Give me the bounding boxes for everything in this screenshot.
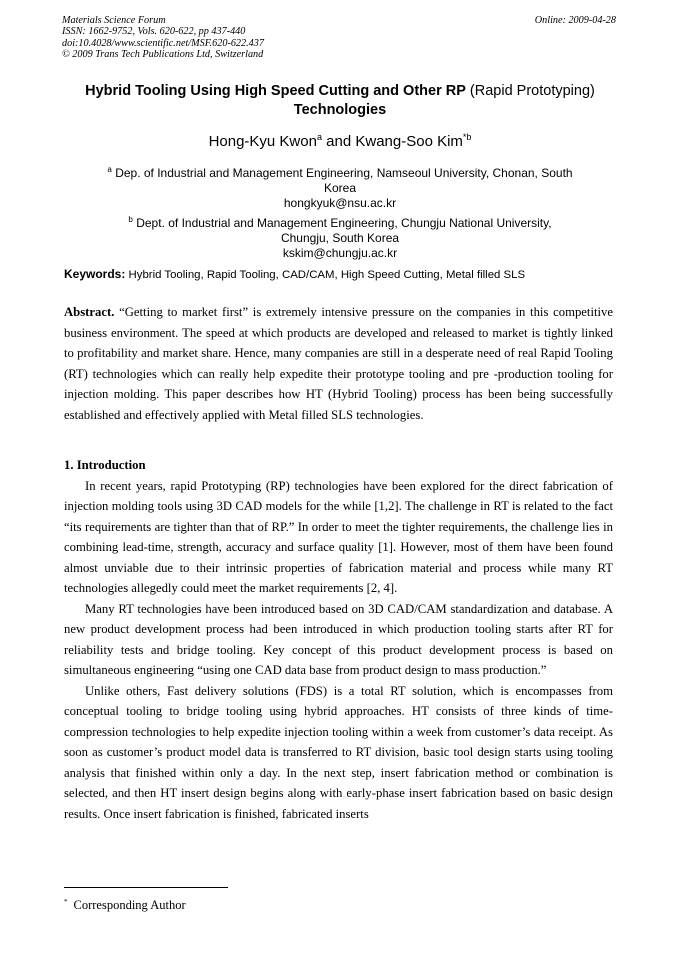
affil-b-line1: Dept. of Industrial and Management Engineering, Chungju National University, (136, 215, 552, 230)
abstract-label: Abstract. (64, 305, 115, 319)
affil-a-line1: Dep. of Industrial and Management Engineering, Namseoul University, Chonan, South (115, 166, 573, 180)
affil-a-line2: Korea (323, 181, 357, 196)
footnote-rule (64, 887, 228, 888)
footnote-mark: * (64, 898, 68, 906)
intro-paragraph-3: Unlike others, Fast delivery solutions (FDS) is a total RT solution, which is encompasses from conceptual tooling to bridge tooling using hybrid approaches. HT consists of three kinds of time-compression technologies to help expedite injection tooling within a week from customer’s data receipt. As soon as customer’s product model data is transferred to RT division, basic tool design starts using tooling analysis that finished within only a day. In the next step, insert fabrication method or combination is selected, and then HT insert design begins along with early-phase insert fabrication based on basic design results. Once insert fabrication is finished, fabricated inserts (64, 683, 613, 821)
intro-paragraph-2: Many RT technologies have been introduced based on 3D CAD/CAM standardization and database. A new product development process had been introduced in which production tooling starts after RT for reliability tests and bridge tooling. Key concept of this product development process is based on simultaneous engineering “using one CAD data base from product design to mass production.” (64, 601, 613, 677)
footnote (64, 895, 186, 913)
title-regular: (Rapid Prototyping) (465, 83, 595, 99)
doi-line: doi:10.4028/www.scientific.net/MSF.620-622.437 (62, 37, 264, 49)
title-bold: Hybrid Tooling Using High Speed Cutting and Other RP (85, 83, 466, 99)
abstract (64, 302, 613, 425)
author-joiner: and (321, 133, 356, 150)
keywords-text: Hybrid Tooling, Rapid Tooling, CAD/CAM, High Speed Cutting, Metal filled SLS (128, 269, 526, 281)
keywords (64, 267, 620, 282)
footnote-text: Corresponding Author (73, 898, 186, 913)
author-1: Hong-Kyu Kwon (208, 133, 317, 150)
author-2: Kwang-Soo Kim (355, 133, 463, 150)
affil-b-email[interactable]: kskim@chungju.ac.kr (282, 246, 398, 261)
journal-name: Materials Science Forum (62, 15, 166, 26)
affiliations (62, 162, 618, 261)
keywords-label: Keywords: (64, 267, 126, 281)
online-date: Online: 2009-04-28 (534, 15, 616, 26)
paper-title (62, 82, 618, 120)
affil-b-mark: b (128, 214, 133, 224)
affil-a-email[interactable]: hongkyuk@nsu.ac.kr (283, 196, 397, 211)
author-2-mark: *b (462, 132, 472, 142)
abstract-text: “Getting to market first” is extremely intensive pressure on the companies in this competitive business environment. The speed at which products are developed and released to market is tightly linked to profitability and market share. Hence, many companies are still in a desperate need of real Rapid Tooling (RT) technologies which can really help expedite their prototype tooling and pre -production tooling for injection molding. This paper describes how HT (Hybrid Tooling) process has been being successfully established and effectively applied with Metal filled SLS technologies. (64, 305, 613, 422)
affil-b-line2: Chungju, South Korea (280, 230, 400, 245)
author-list (62, 128, 618, 151)
journal-header (62, 15, 618, 60)
title-line2: Technologies (293, 102, 387, 118)
copyright-line: © 2009 Trans Tech Publications Ltd, Switzerland (62, 48, 264, 60)
section-heading: 1. Introduction (64, 458, 146, 472)
affil-a-mark: a (107, 165, 112, 174)
introduction-section (64, 455, 613, 824)
issn-line: ISSN: 1662-9752, Vols. 620-622, pp 437-440 (62, 26, 246, 38)
author-1-mark: a (316, 132, 322, 142)
intro-paragraph-1: In recent years, rapid Prototyping (RP) technologies have been explored for the direct fabrication of injection molding tools using 3D CAD models for the while [1,2]. The challenge in RT is related to the fact “its requirements are tighter than that of RP.” In order to meet the tighter requirements, the challenge lies in combining lead-time, strength, accuracy and surface quality [1]. However, most of them have been found almost unviable due to their intrinsic properties of fabrication material and process while many RT technologies allegedly could meet the market requirements [2, 4]. (64, 478, 613, 595)
